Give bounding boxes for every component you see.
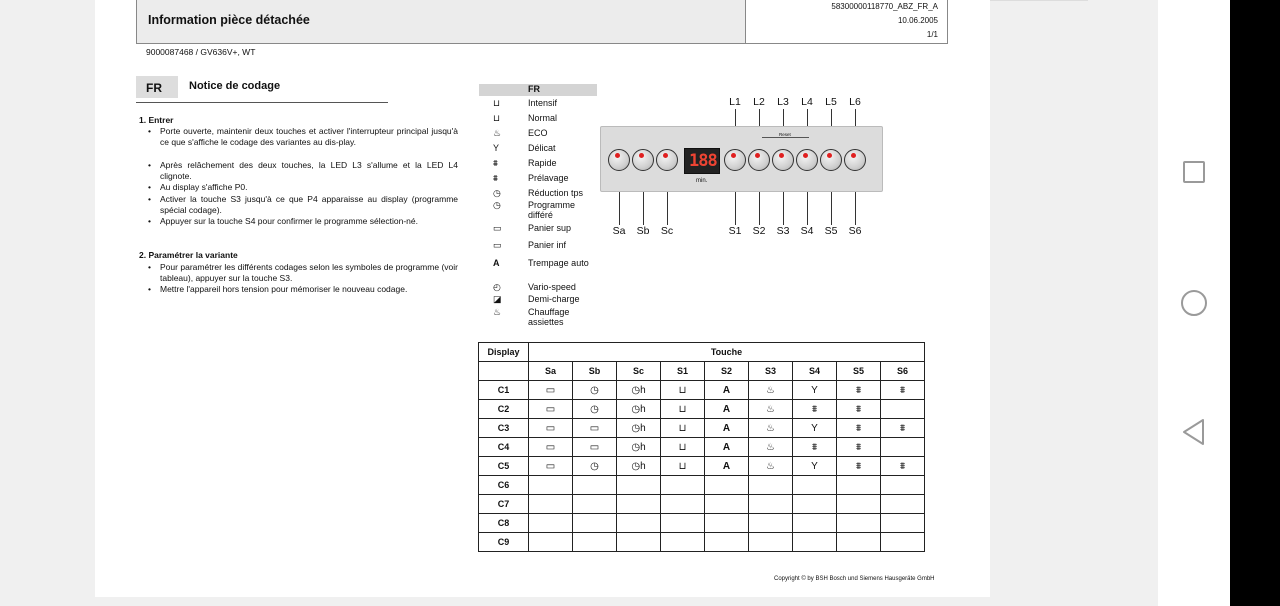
row-code: C5 xyxy=(479,457,529,476)
column-header: Sa xyxy=(529,362,573,381)
table-cell xyxy=(749,514,793,533)
table-cell xyxy=(617,476,661,495)
table-cell xyxy=(881,476,925,495)
table-cell xyxy=(617,533,661,552)
header-title-box xyxy=(136,0,746,44)
reset-bracket xyxy=(762,137,809,138)
panel-button xyxy=(608,149,630,171)
row-code: C3 xyxy=(479,419,529,438)
table-cell xyxy=(705,495,749,514)
table-cell: A xyxy=(705,381,749,400)
key-label: Sc xyxy=(660,225,674,237)
table-cell xyxy=(881,495,925,514)
table-cell: ▭ xyxy=(529,381,573,400)
row-code: C8 xyxy=(479,514,529,533)
table-cell xyxy=(529,495,573,514)
table-cell: ⊔ xyxy=(661,457,705,476)
table-cell: ♨ xyxy=(749,400,793,419)
legend-label: Programme différé xyxy=(528,200,576,220)
list-item: • Activer la touche S3 jusqu'à ce que P4 apparaisse au display (programme spécial codage). xyxy=(160,194,458,215)
table-cell: ⩩ xyxy=(837,457,881,476)
model-number: 9000087468 / GV636V+, WT xyxy=(146,47,256,57)
legend-label: Prélavage xyxy=(528,173,569,183)
table-cell xyxy=(837,514,881,533)
table-cell: ⊔ xyxy=(661,419,705,438)
pot-icon: ⊔ xyxy=(493,98,501,108)
table-cell xyxy=(573,495,617,514)
column-header: S5 xyxy=(837,362,881,381)
panel-button xyxy=(820,149,842,171)
section-title: 1. Entrer xyxy=(139,115,174,125)
table-cell xyxy=(661,476,705,495)
legend-label: Trempage auto xyxy=(528,258,589,268)
row-code: C7 xyxy=(479,495,529,514)
legend-label: Panier sup xyxy=(528,223,572,233)
table-cell: ⊔ xyxy=(661,438,705,457)
key-label: S5 xyxy=(824,225,838,237)
auto-icon: A xyxy=(493,258,500,268)
table-cell xyxy=(705,476,749,495)
led-label: L1 xyxy=(729,96,741,108)
table-row xyxy=(479,533,925,552)
doc-id: 58300000118770_ABZ_FR_A xyxy=(831,2,938,11)
row-code: C2 xyxy=(479,400,529,419)
led-label: L2 xyxy=(753,96,765,108)
panel-button xyxy=(796,149,818,171)
table-cell: ▭ xyxy=(573,438,617,457)
panel-button xyxy=(748,149,770,171)
table-cell: ♨ xyxy=(749,419,793,438)
legend-label: Panier inf xyxy=(528,240,567,250)
table-cell: ▭ xyxy=(529,457,573,476)
legend-label: Vario-speed xyxy=(528,282,576,292)
legend-header: FR xyxy=(479,84,597,96)
table-cell xyxy=(749,533,793,552)
panel-button xyxy=(656,149,678,171)
home-button[interactable] xyxy=(1181,290,1207,316)
table-cell: ♨ xyxy=(749,457,793,476)
table-cell: ◷h xyxy=(617,457,661,476)
row-code: C4 xyxy=(479,438,529,457)
table-cell: ⩩ xyxy=(837,400,881,419)
reset-label: Reset xyxy=(779,132,791,137)
key-label: S3 xyxy=(776,225,790,237)
table-cell: Y xyxy=(793,381,837,400)
table-cell: ◷h xyxy=(617,381,661,400)
section-title: 2. Paramétrer la variante xyxy=(139,250,238,260)
table-cell: ⩩ xyxy=(793,400,837,419)
table-cell: ◷h xyxy=(617,400,661,419)
upper-basket-icon: ▭ xyxy=(493,223,502,233)
table-cell xyxy=(881,438,925,457)
table-cell xyxy=(793,514,837,533)
key-label: S4 xyxy=(800,225,814,237)
legend-label: Demi-charge xyxy=(528,294,580,304)
table-row xyxy=(479,514,925,533)
row-code: C9 xyxy=(479,533,529,552)
column-header: S1 xyxy=(661,362,705,381)
list-item: • Appuyer sur la touche S4 pour confirmer le programme sélection-né. xyxy=(160,216,458,227)
table-cell: ♨ xyxy=(749,438,793,457)
table-cell xyxy=(573,514,617,533)
clock-icon: ◷ xyxy=(493,188,501,198)
table-cell xyxy=(529,514,573,533)
table-cell xyxy=(793,533,837,552)
panel-button xyxy=(724,149,746,171)
row-code: C1 xyxy=(479,381,529,400)
display-unit: min. xyxy=(696,178,708,184)
viewer-top-edge xyxy=(990,0,1088,1)
screen-edge xyxy=(1230,0,1280,606)
language-badge: FR xyxy=(136,76,178,98)
table-cell xyxy=(661,495,705,514)
notice-title: Notice de codage xyxy=(189,80,281,92)
table-row xyxy=(479,457,925,476)
table-cell xyxy=(837,533,881,552)
prewash-icon: ⩩ xyxy=(493,173,498,183)
lower-basket-icon: ▭ xyxy=(493,240,502,250)
led-label: L5 xyxy=(825,96,837,108)
key-label: Sa xyxy=(612,225,626,237)
list-item: • Au display s'affiche P0. xyxy=(160,182,458,193)
doc-page: 1/1 xyxy=(926,30,938,39)
key-label: S1 xyxy=(728,225,742,237)
table-cell xyxy=(573,476,617,495)
table-cell: ⩩ xyxy=(881,457,925,476)
table-cell: ▭ xyxy=(529,438,573,457)
table-cell: ⩩ xyxy=(837,381,881,400)
vario-speed-icon: ◴ xyxy=(493,282,501,292)
table-row xyxy=(479,381,925,400)
document-page xyxy=(95,0,990,597)
table-cell: ◷ xyxy=(573,457,617,476)
title-divider xyxy=(136,102,388,103)
table-cell: Y xyxy=(793,457,837,476)
table-cell: ⊔ xyxy=(661,400,705,419)
key-label: S2 xyxy=(752,225,766,237)
legend-label: Réduction tps xyxy=(528,188,584,198)
table-cell xyxy=(881,514,925,533)
column-header: S6 xyxy=(881,362,925,381)
table-cell xyxy=(749,495,793,514)
table-cell: ⩩ xyxy=(837,419,881,438)
table-cell xyxy=(661,514,705,533)
half-load-icon: ◪ xyxy=(493,294,502,304)
table-cell xyxy=(837,476,881,495)
legend-label: ECO xyxy=(528,128,548,138)
column-header: Sc xyxy=(617,362,661,381)
table-cell: ⩩ xyxy=(793,438,837,457)
table-cell xyxy=(529,476,573,495)
list-item: • Porte ouverte, maintenir deux touches et activer l'interrupteur principal jusqu'à ce que s'affiche le codage des variantes au dis-play. xyxy=(160,126,458,147)
table-cell: ♨ xyxy=(749,381,793,400)
table-cell: ⩩ xyxy=(881,419,925,438)
panel-button xyxy=(844,149,866,171)
table-cell xyxy=(793,476,837,495)
table-cell xyxy=(793,495,837,514)
led-label: L3 xyxy=(777,96,789,108)
column-header: S4 xyxy=(793,362,837,381)
table-cell xyxy=(617,495,661,514)
pan-icon: ⊔ xyxy=(493,113,501,123)
plate-warm-icon: ♨ xyxy=(493,307,502,317)
legend-label: Normal xyxy=(528,113,558,123)
table-cell xyxy=(837,495,881,514)
recents-button[interactable] xyxy=(1183,161,1205,183)
table-cell: ⩩ xyxy=(881,381,925,400)
table-cell xyxy=(881,400,925,419)
table-row xyxy=(479,476,925,495)
table-cell: A xyxy=(705,400,749,419)
table-cell: ◷ xyxy=(573,400,617,419)
list-item: • Après relâchement des deux touches, la LED L3 s'allume et la LED L4 clignote. xyxy=(160,160,458,181)
touche-header: Touche xyxy=(529,343,925,362)
table-cell: ◷h xyxy=(617,419,661,438)
header-title: Information pièce détachée xyxy=(148,13,310,27)
clock-h-icon: ◷ xyxy=(493,200,501,210)
panel-button xyxy=(772,149,794,171)
display-header: Display xyxy=(479,343,529,362)
glass-icon: Y xyxy=(493,143,500,153)
key-label: S6 xyxy=(848,225,862,237)
header-meta-box xyxy=(746,0,948,44)
list-item: • Pour paramétrer les différents codages selon les symboles de programme (voir tableau), appuyer sur la touche S3. xyxy=(160,262,458,283)
legend-label: Chauffage assiettes xyxy=(528,307,570,327)
table-row xyxy=(479,400,925,419)
table-cell xyxy=(573,533,617,552)
table-cell: ⊔ xyxy=(661,381,705,400)
column-header: Sb xyxy=(573,362,617,381)
led-label: L4 xyxy=(801,96,813,108)
coding-table xyxy=(478,342,925,552)
table-cell: Y xyxy=(793,419,837,438)
panel-display: 188 xyxy=(684,148,720,174)
back-button[interactable] xyxy=(1181,418,1207,446)
key-label: Sb xyxy=(636,225,650,237)
table-cell xyxy=(705,514,749,533)
table-cell: A xyxy=(705,438,749,457)
eco-icon: ♨ xyxy=(493,128,502,138)
table-row xyxy=(479,438,925,457)
legend-label: Intensif xyxy=(528,98,558,108)
table-cell: ◷ xyxy=(573,381,617,400)
table-cell: ◷h xyxy=(617,438,661,457)
table-cell xyxy=(881,533,925,552)
table-row xyxy=(479,419,925,438)
panel-button xyxy=(632,149,654,171)
column-header: S2 xyxy=(705,362,749,381)
table-row xyxy=(479,495,925,514)
table-cell: A xyxy=(705,419,749,438)
table-cell: ▭ xyxy=(573,419,617,438)
table-cell: ⩩ xyxy=(837,438,881,457)
doc-date: 10.06.2005 xyxy=(897,16,938,25)
table-cell xyxy=(749,476,793,495)
rapid-icon: ⩩ xyxy=(493,158,498,168)
legend-label: Délicat xyxy=(528,143,556,153)
table-cell xyxy=(705,533,749,552)
list-item: • Mettre l'appareil hors tension pour mémoriser le nouveau codage. xyxy=(160,284,458,295)
row-code: C6 xyxy=(479,476,529,495)
table-cell xyxy=(661,533,705,552)
copyright: Copyright © by BSH Bosch und Siemens Hausgeräte GmbH xyxy=(774,576,935,582)
table-cell: A xyxy=(705,457,749,476)
table-cell xyxy=(617,514,661,533)
legend-label: Rapide xyxy=(528,158,557,168)
table-cell xyxy=(529,533,573,552)
column-header: S3 xyxy=(749,362,793,381)
led-label: L6 xyxy=(849,96,861,108)
table-cell: ▭ xyxy=(529,400,573,419)
table-cell: ▭ xyxy=(529,419,573,438)
